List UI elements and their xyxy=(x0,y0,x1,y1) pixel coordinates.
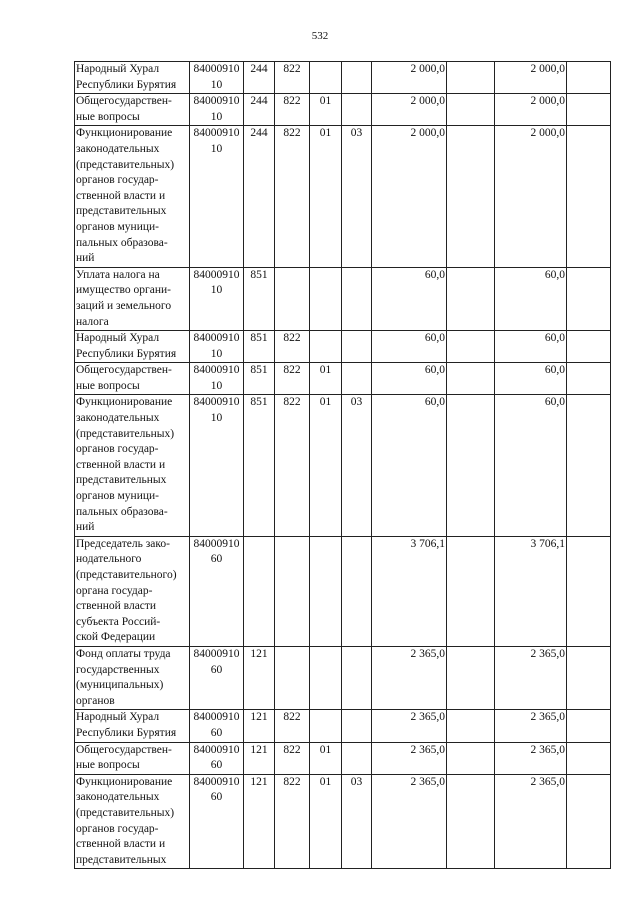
row-code-line: 84000910 xyxy=(193,711,240,724)
row-grbs-cell: 822 xyxy=(275,126,310,267)
row-grbs-cell: 822 xyxy=(275,94,310,126)
row-name-line: органов государ- xyxy=(76,822,159,835)
row-col8-cell xyxy=(447,536,495,646)
row-name-cell xyxy=(75,646,190,709)
row-grbs-cell: 822 xyxy=(275,395,310,536)
row-amount2-cell: 2 000,0 xyxy=(495,126,567,267)
row-amount2-cell: 2 365,0 xyxy=(495,742,567,774)
row-amount2-cell: 60,0 xyxy=(495,363,567,395)
row-col10-cell xyxy=(567,363,611,395)
row-amount2-cell: 2 365,0 xyxy=(495,774,567,869)
row-name-line: органов муници- xyxy=(76,490,160,503)
row-code-line: 84000910 xyxy=(193,743,240,756)
row-pr-cell xyxy=(342,331,372,363)
row-col10-cell xyxy=(567,62,611,94)
row-name-line: нодательного xyxy=(76,553,142,566)
row-code-cell xyxy=(190,94,244,126)
row-code-line: 84000910 xyxy=(193,775,240,788)
row-grbs-cell: 822 xyxy=(275,742,310,774)
row-code-cell xyxy=(190,267,244,330)
row-code-line: 10 xyxy=(210,142,223,155)
row-name-line: ственной власти и xyxy=(76,189,166,202)
row-name-cell xyxy=(75,363,190,395)
row-code-line: 84000910 xyxy=(193,268,240,281)
row-amount1-cell: 60,0 xyxy=(372,363,447,395)
row-vr-cell: 121 xyxy=(244,710,275,742)
row-pr-cell xyxy=(342,710,372,742)
row-name-cell xyxy=(75,395,190,536)
row-pr-cell xyxy=(342,62,372,94)
row-col10-cell xyxy=(567,267,611,330)
row-amount1-cell: 2 000,0 xyxy=(372,94,447,126)
row-name-cell xyxy=(75,742,190,774)
row-code-line: 84000910 xyxy=(193,332,240,345)
row-col8-cell xyxy=(447,267,495,330)
page-number: 532 xyxy=(311,30,329,42)
row-col8-cell xyxy=(447,742,495,774)
row-name-line: представительных xyxy=(76,853,167,866)
row-amount2-cell: 60,0 xyxy=(495,331,567,363)
row-amount2-cell: 60,0 xyxy=(495,267,567,330)
row-col10-cell xyxy=(567,126,611,267)
row-vr-cell: 121 xyxy=(244,646,275,709)
row-vr-cell: 851 xyxy=(244,395,275,536)
row-amount1-cell: 60,0 xyxy=(372,267,447,330)
row-name-cell xyxy=(75,62,190,94)
row-rz-cell: 01 xyxy=(310,126,342,267)
row-pr-cell: 03 xyxy=(342,126,372,267)
table-row xyxy=(75,126,611,267)
row-code-cell xyxy=(190,710,244,742)
table-row xyxy=(75,267,611,330)
row-name-line: заций и земельного xyxy=(76,299,172,312)
row-code-line: 60 xyxy=(210,663,223,676)
row-name-line: налога xyxy=(76,315,109,328)
row-name-line: органов xyxy=(76,694,115,707)
row-code-line: 10 xyxy=(210,110,223,123)
row-code-line: 84000910 xyxy=(193,396,240,409)
row-code-cell xyxy=(190,742,244,774)
row-name-cell xyxy=(75,774,190,869)
row-name-cell xyxy=(75,536,190,646)
row-vr-cell: 851 xyxy=(244,363,275,395)
table-row xyxy=(75,710,611,742)
row-grbs-cell: 822 xyxy=(275,710,310,742)
row-code-line: 84000910 xyxy=(193,95,240,108)
row-vr-cell: 851 xyxy=(244,267,275,330)
row-name-line: Председатель зако- xyxy=(76,537,170,550)
row-code-cell xyxy=(190,774,244,869)
row-grbs-cell xyxy=(275,646,310,709)
row-col8-cell xyxy=(447,363,495,395)
table-row xyxy=(75,331,611,363)
row-name-line: (муниципальных) xyxy=(76,679,164,692)
row-name-line: органов муници- xyxy=(76,220,160,233)
row-amount2-cell: 60,0 xyxy=(495,395,567,536)
row-grbs-cell xyxy=(275,536,310,646)
table-row xyxy=(75,62,611,94)
row-name-line: Функционирование xyxy=(76,127,173,140)
row-amount1-cell: 2 365,0 xyxy=(372,774,447,869)
row-amount2-cell: 2 000,0 xyxy=(495,62,567,94)
row-name-line: ственной власти и xyxy=(76,838,166,851)
row-col8-cell xyxy=(447,126,495,267)
row-code-line: 84000910 xyxy=(193,537,240,550)
row-name-line: ные вопросы xyxy=(76,759,140,772)
row-code-line: 10 xyxy=(210,379,223,392)
row-name-line: Общегосударствен- xyxy=(76,364,172,377)
row-vr-cell: 121 xyxy=(244,774,275,869)
row-name-line: (представительных) xyxy=(76,158,175,171)
row-name-line: пальных образова- xyxy=(76,505,168,518)
row-name-line: органов государ- xyxy=(76,174,159,187)
row-rz-cell: 01 xyxy=(310,395,342,536)
row-name-line: законодательных xyxy=(76,412,160,425)
row-rz-cell xyxy=(310,267,342,330)
row-name-line: ний xyxy=(76,521,95,534)
row-code-cell xyxy=(190,62,244,94)
row-name-line: Фонд оплаты труда xyxy=(76,647,171,660)
row-pr-cell: 03 xyxy=(342,395,372,536)
budget-table xyxy=(74,61,611,869)
row-code-line: 10 xyxy=(210,347,223,360)
row-pr-cell xyxy=(342,646,372,709)
row-name-line: Народный Хурал xyxy=(76,63,160,75)
row-code-line: 60 xyxy=(210,791,223,804)
row-name-line: Республики Бурятия xyxy=(76,78,177,91)
row-pr-cell xyxy=(342,742,372,774)
table-body xyxy=(75,62,611,869)
table-row xyxy=(75,363,611,395)
row-name-line: законодательных xyxy=(76,791,160,804)
row-vr-cell: 121 xyxy=(244,742,275,774)
row-name-cell xyxy=(75,331,190,363)
row-grbs-cell: 822 xyxy=(275,774,310,869)
row-col10-cell xyxy=(567,536,611,646)
row-amount1-cell: 2 365,0 xyxy=(372,646,447,709)
row-rz-cell xyxy=(310,62,342,94)
row-amount1-cell: 60,0 xyxy=(372,331,447,363)
table-row xyxy=(75,774,611,869)
row-name-line: представительных xyxy=(76,205,167,218)
row-col8-cell xyxy=(447,331,495,363)
row-name-line: Общегосударствен- xyxy=(76,95,172,108)
row-col8-cell xyxy=(447,710,495,742)
row-rz-cell xyxy=(310,646,342,709)
row-code-cell xyxy=(190,363,244,395)
row-col10-cell xyxy=(567,94,611,126)
row-code-line: 60 xyxy=(210,726,223,739)
row-amount2-cell: 2 000,0 xyxy=(495,94,567,126)
row-grbs-cell: 822 xyxy=(275,363,310,395)
row-code-cell xyxy=(190,126,244,267)
row-code-cell xyxy=(190,331,244,363)
row-name-line: ний xyxy=(76,252,95,265)
row-rz-cell: 01 xyxy=(310,742,342,774)
row-name-line: Республики Бурятия xyxy=(76,347,177,360)
table-row xyxy=(75,742,611,774)
row-vr-cell: 244 xyxy=(244,94,275,126)
table-row xyxy=(75,646,611,709)
row-amount1-cell: 60,0 xyxy=(372,395,447,536)
row-code-line: 10 xyxy=(210,78,223,91)
row-amount1-cell: 3 706,1 xyxy=(372,536,447,646)
row-pr-cell xyxy=(342,363,372,395)
row-name-line: Народный Хурал xyxy=(76,332,160,345)
row-name-line: Уплата налога на xyxy=(76,268,160,281)
row-name-line: представительных xyxy=(76,474,167,487)
table-row xyxy=(75,94,611,126)
row-rz-cell xyxy=(310,710,342,742)
row-amount1-cell: 2 000,0 xyxy=(372,126,447,267)
row-col8-cell xyxy=(447,62,495,94)
row-amount2-cell: 2 365,0 xyxy=(495,646,567,709)
row-name-line: Республики Бурятия xyxy=(76,726,177,739)
row-grbs-cell: 822 xyxy=(275,62,310,94)
row-name-cell xyxy=(75,126,190,267)
row-name-line: пальных образова- xyxy=(76,236,168,249)
row-name-cell xyxy=(75,94,190,126)
row-col8-cell xyxy=(447,646,495,709)
table-row xyxy=(75,536,611,646)
row-code-line: 60 xyxy=(210,553,223,566)
row-code-line: 84000910 xyxy=(193,647,240,660)
row-name-line: субъекта Россий- xyxy=(76,615,161,628)
row-amount2-cell: 2 365,0 xyxy=(495,710,567,742)
row-name-line: государственных xyxy=(76,663,160,676)
row-col10-cell xyxy=(567,710,611,742)
row-amount1-cell: 2 365,0 xyxy=(372,742,447,774)
row-name-line: ные вопросы xyxy=(76,110,140,123)
row-vr-cell: 851 xyxy=(244,331,275,363)
row-col8-cell xyxy=(447,395,495,536)
row-col10-cell xyxy=(567,774,611,869)
row-col10-cell xyxy=(567,742,611,774)
row-code-line: 60 xyxy=(210,759,223,772)
row-rz-cell: 01 xyxy=(310,774,342,869)
row-name-line: законодательных xyxy=(76,142,160,155)
row-code-line: 10 xyxy=(210,412,223,425)
row-name-line: Общегосударствен- xyxy=(76,743,172,756)
row-name-line: органа государ- xyxy=(76,584,153,597)
row-name-line: ственной власти и xyxy=(76,458,166,471)
row-code-cell xyxy=(190,395,244,536)
row-rz-cell xyxy=(310,536,342,646)
row-name-line: (представительных) xyxy=(76,806,175,819)
row-name-line: ственной власти xyxy=(76,600,157,613)
row-pr-cell xyxy=(342,536,372,646)
row-col10-cell xyxy=(567,395,611,536)
row-name-line: (представительных) xyxy=(76,427,175,440)
row-rz-cell: 01 xyxy=(310,363,342,395)
row-pr-cell: 03 xyxy=(342,774,372,869)
row-name-line: имущество органи- xyxy=(76,284,171,297)
row-name-line: Народный Хурал xyxy=(76,711,160,724)
row-name-line: Функционирование xyxy=(76,396,173,409)
row-vr-cell xyxy=(244,536,275,646)
row-name-line: Функционирование xyxy=(76,775,173,788)
row-grbs-cell: 822 xyxy=(275,331,310,363)
row-amount2-cell: 3 706,1 xyxy=(495,536,567,646)
row-rz-cell xyxy=(310,331,342,363)
row-pr-cell xyxy=(342,94,372,126)
row-code-line: 10 xyxy=(210,284,223,297)
row-code-cell xyxy=(190,536,244,646)
row-grbs-cell xyxy=(275,267,310,330)
row-col10-cell xyxy=(567,331,611,363)
row-vr-cell: 244 xyxy=(244,62,275,94)
table-row xyxy=(75,395,611,536)
row-code-line: 84000910 xyxy=(193,127,240,140)
row-col10-cell xyxy=(567,646,611,709)
row-pr-cell xyxy=(342,267,372,330)
row-vr-cell: 244 xyxy=(244,126,275,267)
row-name-line: ные вопросы xyxy=(76,379,140,392)
row-col8-cell xyxy=(447,774,495,869)
row-amount1-cell: 2 365,0 xyxy=(372,710,447,742)
row-name-cell xyxy=(75,710,190,742)
row-col8-cell xyxy=(447,94,495,126)
row-amount1-cell: 2 000,0 xyxy=(372,62,447,94)
row-code-line: 84000910 xyxy=(193,63,240,75)
row-name-line: (представительного) xyxy=(76,569,177,581)
row-code-line: 84000910 xyxy=(193,364,240,377)
row-name-line: органов государ- xyxy=(76,443,159,456)
row-name-line: ской Федерации xyxy=(76,631,156,644)
row-rz-cell: 01 xyxy=(310,94,342,126)
row-name-cell xyxy=(75,267,190,330)
row-code-cell xyxy=(190,646,244,709)
